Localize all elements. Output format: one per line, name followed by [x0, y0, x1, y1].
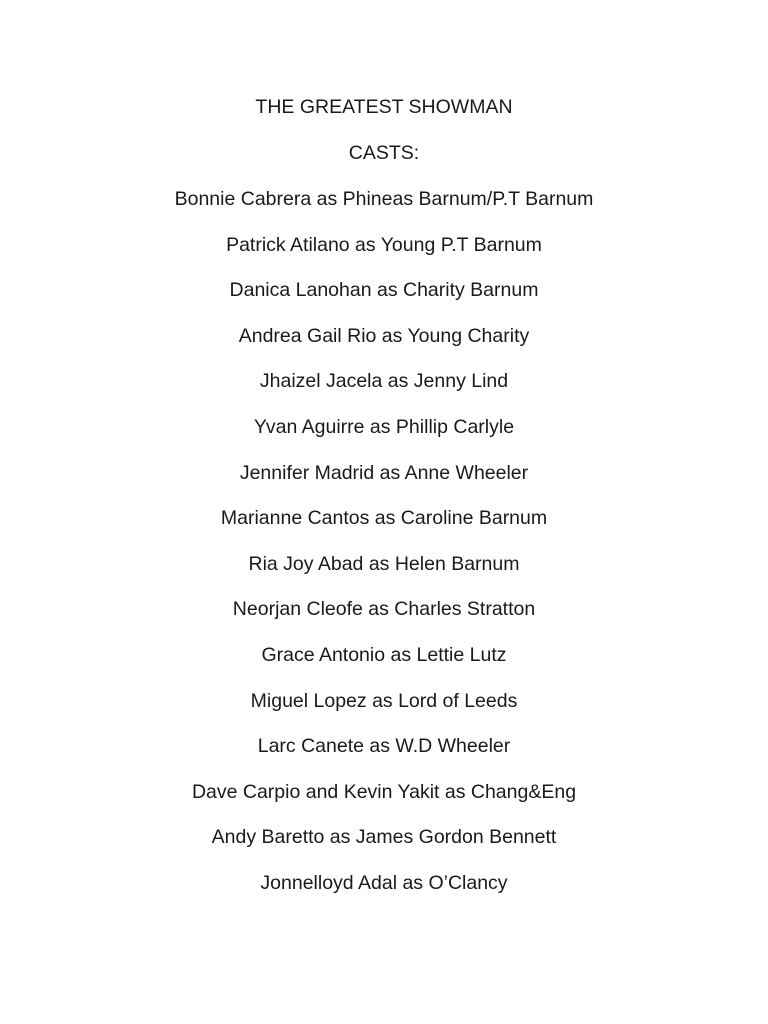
cast-entry: Danica Lanohan as Charity Barnum [229, 279, 539, 302]
cast-entry: Jhaizel Jacela as Jenny Lind [259, 370, 509, 393]
document-subtitle: CASTS: [348, 142, 420, 164]
cast-entry: Andy Baretto as James Gordon Bennett [211, 826, 557, 849]
cast-entry: Jennifer Madrid as Anne Wheeler [239, 461, 529, 484]
cast-entry: Ria Joy Abad as Helen Barnum [248, 552, 520, 575]
cast-entry: Miguel Lopez as Lord of Leeds [250, 689, 518, 712]
cast-entry: Yvan Aguirre as Phillip Carlyle [253, 415, 515, 438]
cast-entry: Dave Carpio and Kevin Yakit as Chang&Eng [191, 780, 577, 803]
cast-entry: Neorjan Cleofe as Charles Stratton [232, 598, 536, 621]
cast-entry: Patrick Atilano as Young P.T Barnum [226, 233, 542, 256]
cast-list [0, 187, 768, 917]
cast-entry: Marianne Cantos as Caroline Barnum [220, 507, 548, 530]
document-title: THE GREATEST SHOWMAN [255, 96, 513, 118]
cast-entry: Jonnelloyd Adal as O’Clancy [260, 871, 508, 894]
cast-entry: Larc Canete as W.D Wheeler [257, 735, 511, 758]
cast-entry: Andrea Gail Rio as Young Charity [238, 324, 530, 347]
cast-entry: Bonnie Cabrera as Phineas Barnum/P.T Barnum [174, 188, 594, 210]
cast-entry: Grace Antonio as Lettie Lutz [261, 643, 507, 666]
